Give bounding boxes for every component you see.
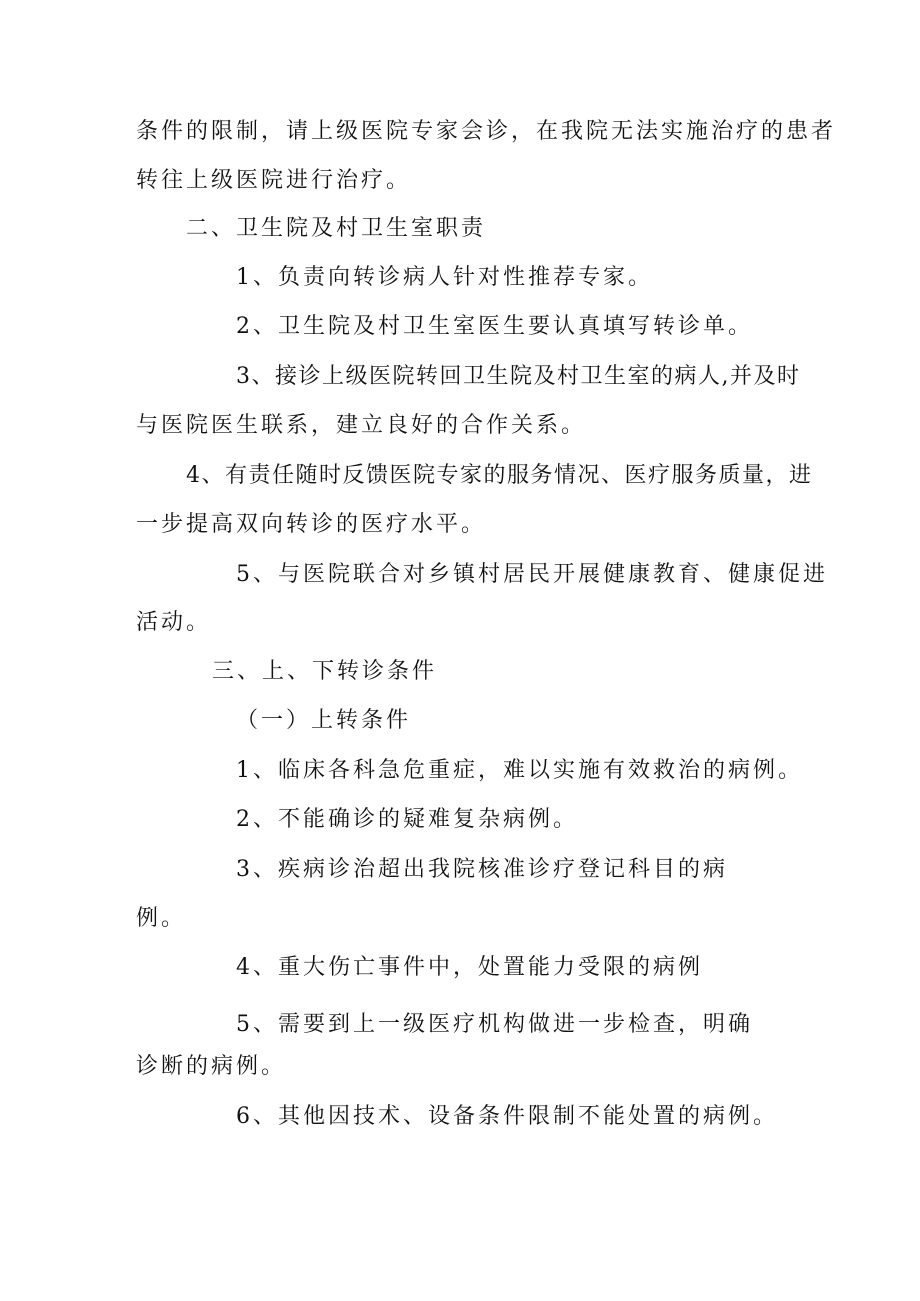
- paragraph-line: 活动。: [136, 610, 212, 635]
- list-item: 4、有责任随时反馈医院专家的服务情况、医疗服务质量，进: [186, 463, 813, 488]
- list-item: 2、不能确诊的疑难复杂病例。: [236, 807, 578, 832]
- paragraph-line: 例。: [136, 906, 187, 931]
- subsection-heading: （一）上转条件: [236, 708, 412, 733]
- section-heading: 二、卫生院及村卫生室职责: [186, 216, 487, 241]
- paragraph-line: 与医院医生联系，建立良好的合作关系。: [136, 413, 587, 438]
- paragraph-line: 转往上级医院进行治疗。: [136, 168, 412, 193]
- paragraph-line: 条件的限制，请上级医院专家会诊，在我院无法实施治疗的患者: [136, 119, 837, 144]
- section-heading: 三、上、下转诊条件: [212, 659, 438, 684]
- list-item: 2、卫生院及村卫生室医生要认真填写转诊单。: [236, 314, 753, 339]
- list-item: 1、临床各科急危重症，难以实施有效救治的病例。: [236, 758, 803, 783]
- list-item: 6、其他因技术、设备条件限制不能处置的病例。: [236, 1104, 778, 1129]
- paragraph-line: 诊断的病例。: [136, 1054, 287, 1079]
- paragraph-line: 一步提高双向转诊的医疗水平。: [136, 512, 487, 537]
- list-item: 3、接诊上级医院转回卫生院及村卫生室的病人,并及时: [236, 364, 801, 389]
- list-item: 1、负责向转诊病人针对性推荐专家。: [236, 265, 653, 290]
- list-item: 5、与医院联合对乡镇村居民开展健康教育、健康促进: [236, 562, 828, 587]
- list-item: 4、重大伤亡事件中，处置能力受限的病例: [236, 955, 703, 980]
- list-item: 3、疾病诊治超出我院核准诊疗登记科目的病: [236, 857, 728, 882]
- list-item: 5、需要到上一级医疗机构做进一步检查，明确: [236, 1012, 753, 1037]
